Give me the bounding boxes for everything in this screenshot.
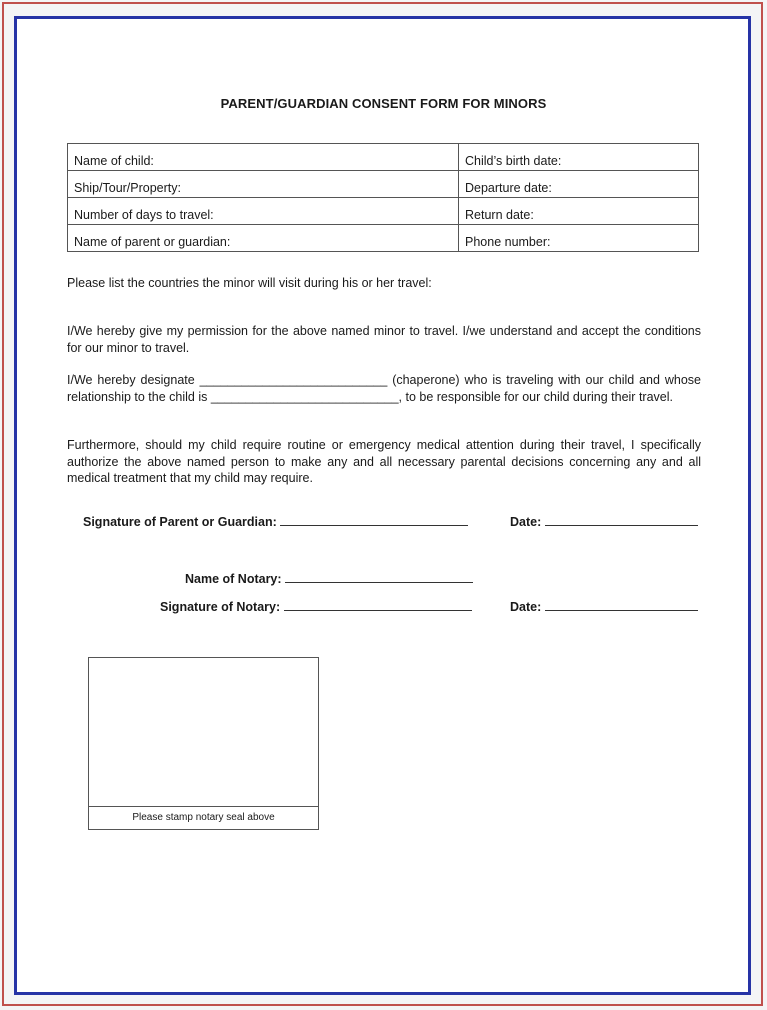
parent-date-row [510,514,698,529]
table-row [68,144,699,171]
medical-paragraph: Furthermore, should my child require routine or emergency medical attention during their travel, I specifically authorize the above named person to make any and all necessary parental decisions concerning any and all medical treatment that my child may require. [67,438,701,485]
phone-field[interactable]: Phone number: [459,225,699,252]
notary-stamp-box [88,657,319,830]
designate-paragraph: I/We hereby designate ___________________________ (chaperone) who is traveling with our child and whose relationship to the child is ___________________________, to be responsible for our child during their travel. [67,373,701,404]
notary-signature-line[interactable] [284,599,472,611]
info-table [67,143,699,252]
ship-tour-field[interactable]: Ship/Tour/Property: [68,171,459,198]
table-row [68,198,699,225]
notary-name-row [185,571,473,586]
parent-signature-line[interactable] [280,514,468,526]
stamp-caption: Please stamp notary seal above [89,806,318,829]
parent-signature-row [83,514,468,529]
notary-date-line[interactable] [545,599,698,611]
parent-date-label: Date: [510,515,542,529]
table-row [68,225,699,252]
departure-date-field[interactable]: Departure date: [459,171,699,198]
countries-prompt: Please list the countries the minor will visit during his or her travel: [67,276,432,290]
notary-signature-row [160,599,472,614]
notary-date-row [510,599,698,614]
notary-signature-label: Signature of Notary: [160,600,281,614]
parent-name-field[interactable]: Name of parent or guardian: [68,225,459,252]
parent-signature-label: Signature of Parent or Guardian: [83,515,277,529]
form-title: PARENT/GUARDIAN CONSENT FORM FOR MINORS [220,96,547,111]
notary-name-line[interactable] [285,571,473,583]
child-name-field[interactable]: Name of child: [68,144,459,171]
days-field[interactable]: Number of days to travel: [68,198,459,225]
notary-name-label: Name of Notary: [185,572,282,586]
table-row [68,171,699,198]
return-date-field[interactable]: Return date: [459,198,699,225]
birth-date-field[interactable]: Child’s birth date: [459,144,699,171]
permission-paragraph: I/We hereby give my permission for the above named minor to travel. I/we understand and accept the conditions for our minor to travel. [67,324,701,355]
parent-date-line[interactable] [545,514,698,526]
notary-date-label: Date: [510,600,542,614]
